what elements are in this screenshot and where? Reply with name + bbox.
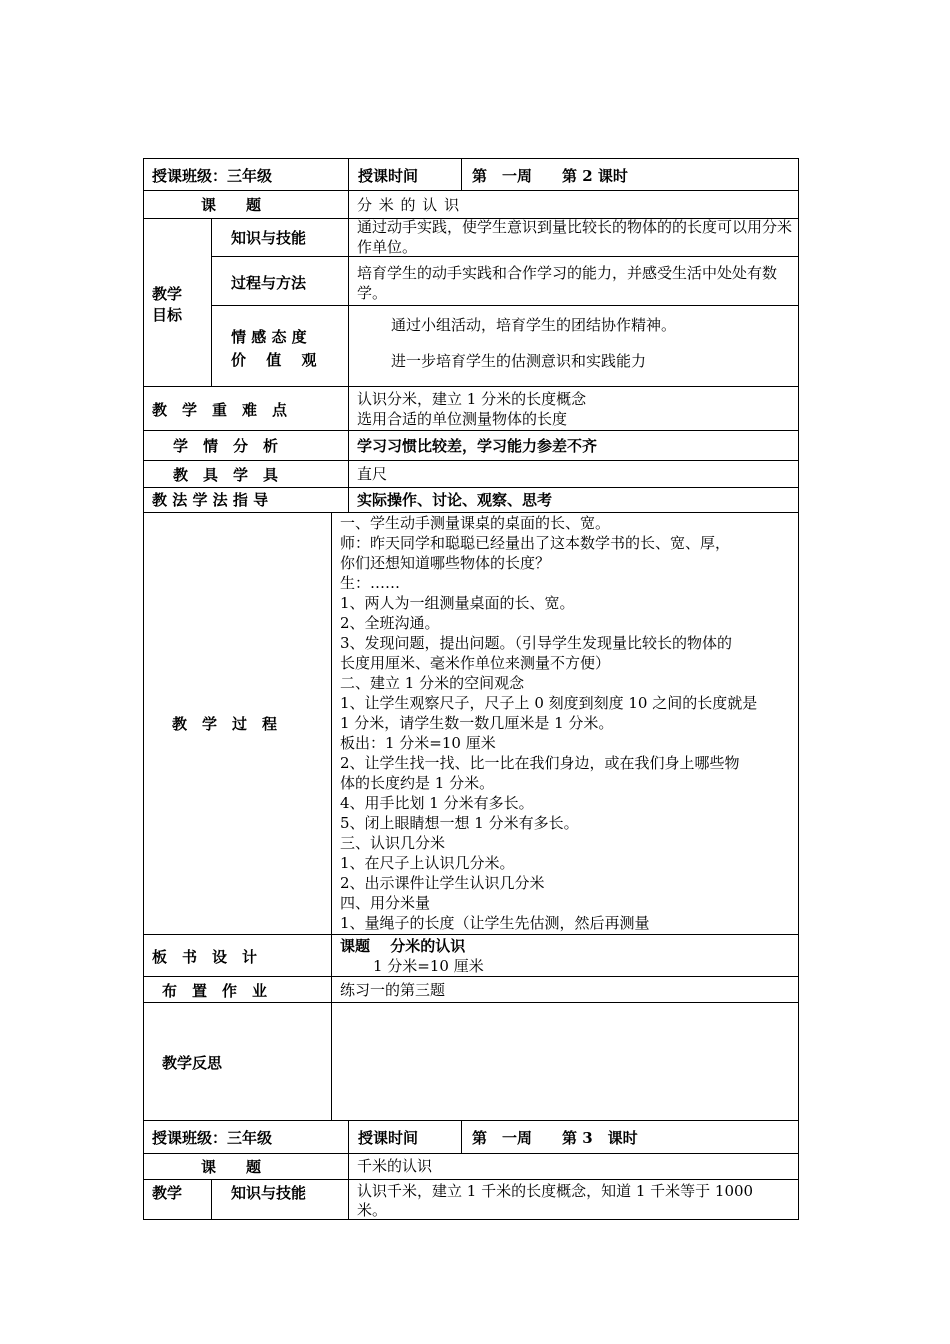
key-points-label: 教 学 重 难 点 [152,401,288,419]
class-label-lesson3: 授课班级：三年级 [152,1129,273,1147]
homework-label: 布 置 作 业 [162,982,268,1000]
procedure-line: 二、建立 1 分米的空间观念 [340,674,525,692]
goal-label-line2: 目标 [152,306,183,324]
procedure-label: 教 学 过 程 [172,715,278,733]
procedure-text [340,513,795,933]
procedure-line: 2、让学生找一找、比一比在我们身边，或在我们身上哪些物 [340,754,740,772]
homework-text: 练习一的第三题 [340,981,446,999]
key-points-line2: 选用合适的单位测量物体的长度 [357,410,568,428]
procedure-line: 5、闭上眼睛想一想 1 分米有多长。 [340,814,579,832]
emotion-text-line2: 进一步培育学生的估测意识和实践能力 [391,352,647,370]
key-points-line1: 认识分米，建立 1 分米的长度概念 [357,390,587,408]
emotion-label-line2: 价 值 观 [231,351,317,369]
procedure-line: 1、在尺子上认识几分米。 [340,854,515,872]
topic-value-lesson3: 千米的认识 [357,1157,433,1175]
board-design-label: 板 书 设 计 [152,948,258,966]
procedure-line: 生：…… [340,574,401,592]
topic-value: 分 米 的 认 识 [357,196,461,214]
process-text: 培育学生的动手实践和合作学习的能力，并感受生活中处处有数学。 [357,264,778,302]
topic-label: 课 题 [201,196,262,214]
procedure-line: 3、发现问题，提出问题。（引导学生发现量比较长的物体的 [340,634,733,652]
procedure-line: 1、让学生观察尺子，尺子上 0 刻度到刻度 10 之间的长度就是 [340,694,758,712]
procedure-line: 三、认识几分米 [340,834,446,852]
procedure-line: 你们还想知道哪些物体的长度？ [340,554,551,572]
procedure-line: 1 分米，请学生数一数几厘米是 1 分米。 [340,714,614,732]
method-text: 实际操作、讨论、观察、思考 [357,491,553,509]
procedure-line: 2、出示课件让学生认识几分米 [340,874,545,892]
procedure-line: 4、用手比划 1 分米有多长。 [340,794,534,812]
knowledge-label: 知识与技能 [231,229,307,247]
analysis-label: 学 情 分 析 [173,437,279,455]
procedure-line: 体的长度约是 1 分米。 [340,774,495,792]
procedure-line: 1、量绳子的长度（让学生先估测，然后再测量 [340,914,650,932]
knowledge-text-lesson3-line2: 米。 [357,1201,388,1219]
analysis-text: 学习习惯比较差，学习能力参差不齐 [357,437,598,455]
procedure-line: 师：昨天同学和聪聪已经量出了这本数学书的长、宽、厚， [340,534,731,552]
board-text: 1 分米=10 厘米 [373,957,484,975]
reflection-label: 教学反思 [162,1054,223,1072]
tools-label: 教 具 学 具 [173,466,279,484]
method-label: 教 法 学 法 指 导 [152,491,269,509]
procedure-line: 1、两人为一组测量桌面的长、宽。 [340,594,575,612]
procedure-line: 板出：1 分米=10 厘米 [340,734,496,752]
procedure-line: 一、学生动手测量课桌的桌面的长、宽。 [340,514,611,532]
goal-label-lesson3: 教学 [152,1184,183,1202]
emotion-text-line1: 通过小组活动，培育学生的团结协作精神。 [391,316,677,334]
knowledge-label-lesson3: 知识与技能 [231,1184,307,1202]
board-title: 课题 分米的认识 [340,937,466,955]
tools-text: 直尺 [357,465,388,483]
procedure-line: 四、用分米量 [340,894,431,912]
period-value-lesson3: 第 一周 第 3 课时 [472,1129,638,1147]
knowledge-text: 通过动手实践，使学生意识到量比较长的物体的的长度可以用分米作单位。 [357,218,793,256]
class-label: 授课班级：三年级 [152,167,273,185]
goal-label-line1: 教学 [152,285,183,303]
time-label-lesson3: 授课时间 [358,1129,419,1147]
period-value: 第 一周 第 2 课时 [472,167,628,185]
procedure-line: 长度用厘米、毫米作单位来测量不方便） [340,654,611,672]
topic-label-lesson3: 课 题 [201,1158,262,1176]
emotion-label-line1: 情 感 态 度 [231,328,307,346]
time-label: 授课时间 [358,167,419,185]
process-label: 过程与方法 [231,274,307,292]
procedure-line: 2、全班沟通。 [340,614,440,632]
knowledge-text-lesson3-line1: 认识千米，建立 1 千米的长度概念，知道 1 千米等于 1000 [357,1182,754,1200]
